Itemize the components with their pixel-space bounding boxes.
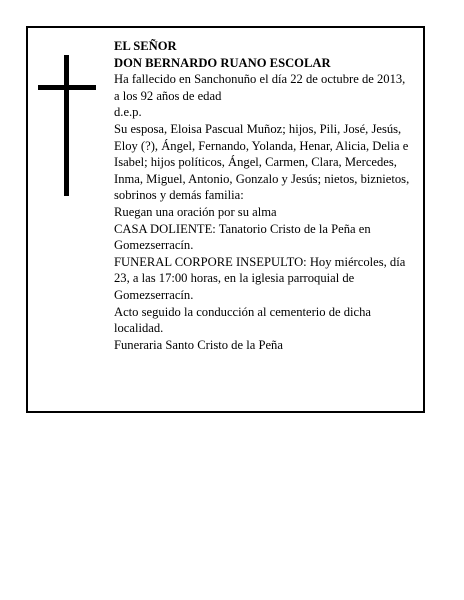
funeral-details: FUNERAL CORPORE INSEPULTO: Hoy miércoles, día 23, a las 17:00 horas, en la iglesia parroquial de Gomezserracín. <box>114 254 406 302</box>
prayer-request: Ruegan una oración por su alma <box>114 204 277 219</box>
cross-horizontal-bar <box>38 85 96 90</box>
funeral-home: Funeraria Santo Cristo de la Peña <box>114 337 283 352</box>
wake-location: CASA DOLIENTE: Tanatorio Cristo de la Peña en Gomezserracín. <box>114 221 371 253</box>
obituary-text <box>114 38 414 353</box>
family-list: Su esposa, Eloisa Pascual Muñoz; hijos, Pili, José, Jesús, Eloy (?), Ángel, Fernando, Yolanda, Henar, Alicia, Delia e Isabel; hijos políticos, Ángel, Carmen, Clara, Mercedes, Inma, Miguel, Antonio, Gonzalo y Jesús; nietos, biznietos, sobrinos y demás familia: <box>114 121 410 203</box>
deceased-name: DON BERNARDO RUANO ESCOLAR <box>114 55 331 70</box>
burial-details: Acto seguido la conducción al cementerio de dicha localidad. <box>114 304 372 336</box>
deceased-honorific: EL SEÑOR <box>114 39 177 53</box>
rest-in-peace: d.e.p. <box>114 105 142 120</box>
death-announcement: Ha fallecido en Sanchonuño el día 22 de octubre de 2013, a los 92 años de edad <box>114 72 406 103</box>
cross-vertical-bar <box>64 55 69 196</box>
